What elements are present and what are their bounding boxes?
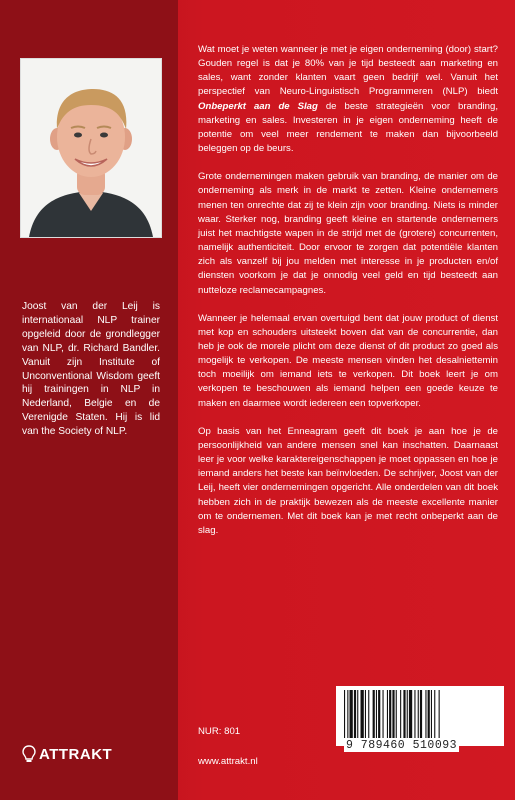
barcode-bar: [439, 690, 440, 738]
barcode-bar: [425, 690, 426, 738]
barcode-bar: [407, 690, 408, 738]
barcode-bars: [336, 686, 504, 746]
barcode-bar: [434, 690, 435, 738]
barcode-bar: [350, 690, 353, 738]
barcode-bar: [387, 690, 388, 738]
publisher-logo: [22, 744, 112, 764]
barcode-bar: [365, 690, 366, 738]
back-cover-description: [198, 43, 498, 552]
barcode-bar: [361, 690, 364, 738]
barcode-bar: [354, 690, 356, 738]
barcode-bar: [357, 690, 358, 738]
barcode-bar: [376, 690, 377, 738]
barcode-bar: [368, 690, 369, 738]
barcode-bar: [431, 690, 432, 738]
barcode-bar: [400, 690, 401, 738]
barcode-bar: [414, 690, 415, 738]
isbn-barcode: [336, 686, 504, 746]
barcode-bar: [373, 690, 375, 738]
paragraph-1-text-start: Wat moet je weten wanneer je met je eigen onderneming (door) start? Gouden regel is dat je 80% van je tijd besteedt aan marketing en sales, want zonder klanten vaart geen bedrijf wel. Vanuit het perspectief van Neuro-Linguistisch Programmeren (NLP) biedt: [198, 44, 498, 98]
author-bio: Joost van der Leij is internationaal NLP trainer opgeleid door de grondlegger van NLP, dr. Richard Bandler. Vanuit zijn Institute of Unconventional Wisdom geeft hij trainingen in NLP in Nederland, Belgie en de Verenigde Staten. Hij is lid van the Society of NLP.: [22, 301, 160, 438]
barcode-bar: [428, 690, 430, 738]
publisher-logo-text: ATTRAKT: [39, 745, 113, 763]
author-portrait-image: [21, 59, 161, 237]
publisher-url: www.attrakt.nl: [198, 756, 258, 767]
barcode-bar: [409, 690, 412, 738]
author-photo: [20, 58, 162, 238]
paragraph-1-text-end: de beste strategieën voor branding, marketing en sales. Investeren in je eigen onderneming heeft de potentie om veel meer rendement te maken dan bijvoorbeeld beleggen op de beurs.: [198, 100, 498, 155]
book-title-inline: Onbeperkt aan de Slag: [198, 100, 318, 112]
barcode-bar: [344, 690, 345, 738]
barcode-bar: [403, 690, 405, 738]
description-paragraph-2: Grote ondernemingen maken gebruik van branding, de manier om de onderneming als merk in de markt te zetten. Kleine ondernemers menen ten onrechte dat zij te klein zijn voor branding. Niets is minder waar. Sterker nog, branding geeft kleine en startende ondernemers juist het machtigste wapen in de strijd met de (grotere) concurrenten, namelijk authenticiteit. Door ervoor te zorgen dat potentiële klanten zich als vanzelf bij jou melden met interesse in je producten en/of diensten voorkom je dat je onnodig veel geld en tijd besteedt aan nutteloze reclamecampagnes.: [198, 171, 498, 296]
description-paragraph-3: Wanneer je helemaal ervan overtuigd bent dat jouw product of dienst met kop en schouders uitsteekt boven dat van de concurrentie, dan heb je ook de morele plicht om deze dienst of dit product zo goed als mogelijk te verkopen. De meeste mensen vinden het desalniettemin toch moeilijk om iemand iets te verkopen. Dit boek leert je om verkopen te beschouwen als iemand helpen een goede keuze te maken en daarmee wordt iedereen een topverkoper.: [198, 312, 498, 409]
barcode-bar: [389, 690, 391, 738]
nur-code: NUR: 801: [198, 726, 241, 737]
description-paragraph-1: [198, 43, 498, 156]
barcode-bar: [383, 690, 384, 738]
barcode-bar: [378, 690, 380, 738]
barcode-bar: [347, 690, 348, 738]
barcode-bar: [418, 690, 419, 738]
barcode-bar: [420, 690, 422, 738]
barcode-bar: [392, 690, 394, 738]
barcode-bar: [396, 690, 397, 738]
description-paragraph-4: Op basis van het Enneagram geeft dit boek je aan hoe je de persoonlijkheid van andere mensen snel kan inschatten. Daarnaast leer je voor welke karaktereigenschappen je moet oppassen en hoe je iemand anders het beste kan beïnvloeden. De schrijver, Joost van der Leij, heeft vier ondernemingen opgericht. Alle onderdelen van dit boek hebben zich in de praktijk bewezen als de meeste excellente manier om te ondernemen. Met dit boek kan je met recht onbeperkt aan de slag.: [198, 425, 498, 536]
isbn-number: 9 789460 510093: [346, 739, 458, 752]
lamp-icon: [22, 745, 36, 763]
